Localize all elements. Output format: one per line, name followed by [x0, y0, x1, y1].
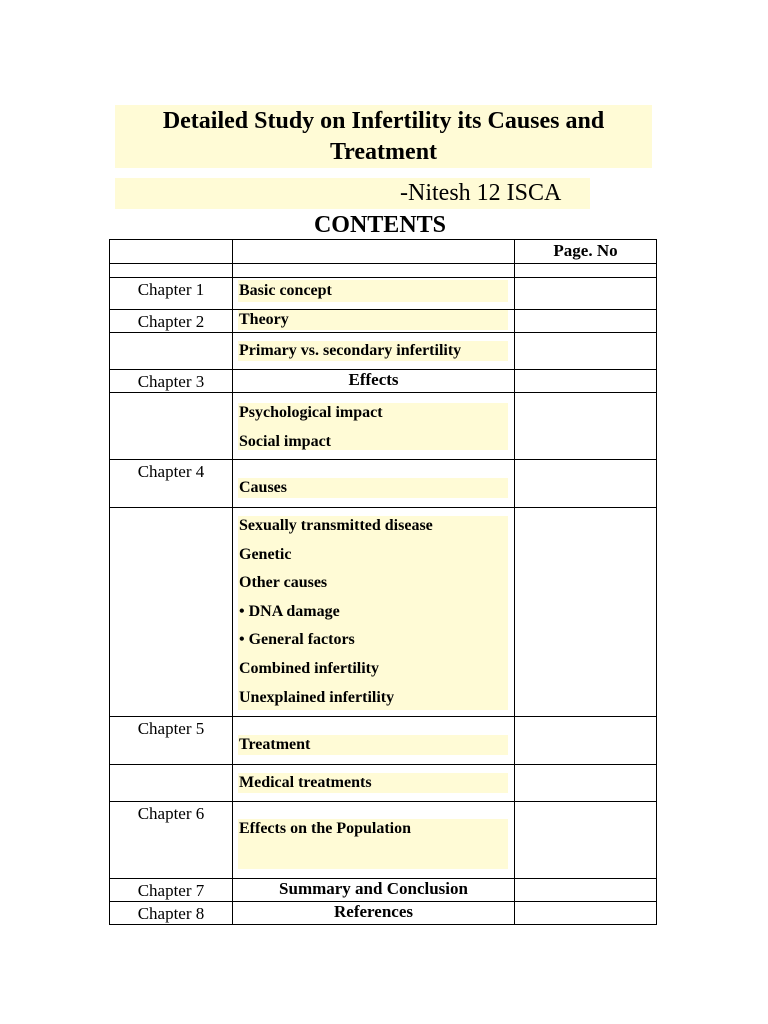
chapter-label: Chapter 1 — [110, 278, 233, 310]
toc-entry-cause[interactable]: Combined infertility — [239, 659, 379, 677]
effects-sublist — [238, 403, 508, 450]
toc-row-medical — [110, 765, 657, 802]
entry-cell — [233, 765, 515, 802]
entry-cell — [233, 370, 515, 393]
chapter-label-empty — [110, 765, 233, 802]
toc-row-chapter-6 — [110, 802, 657, 879]
page-cell — [515, 393, 657, 460]
header-row — [110, 240, 657, 264]
page-cell — [515, 370, 657, 393]
page-cell — [515, 278, 657, 310]
spacer-cell — [515, 264, 657, 278]
entry-cell — [233, 802, 515, 879]
page-cell — [515, 717, 657, 765]
contents-table — [109, 239, 657, 925]
toc-row-effects-sub — [110, 393, 657, 460]
toc-entry-effects-population[interactable]: Effects on the Population — [238, 819, 508, 869]
entry-cell — [233, 508, 515, 717]
toc-entry-basic-concept[interactable]: Basic concept — [238, 280, 508, 302]
toc-row-chapter-3 — [110, 370, 657, 393]
toc-entry-cause[interactable]: Other causes — [239, 574, 328, 592]
contents-heading: CONTENTS — [313, 212, 447, 238]
header-cell-chapter — [110, 240, 233, 264]
entry-cell — [233, 393, 515, 460]
header-cell-title — [233, 240, 515, 264]
page-number-header: Page. No — [515, 240, 657, 264]
toc-entry-summary[interactable]: Summary and Conclusion — [233, 879, 515, 902]
chapter-label: Chapter 8 — [110, 902, 233, 925]
toc-row-chapter-8 — [110, 902, 657, 925]
page-cell — [515, 333, 657, 370]
page-cell — [515, 802, 657, 879]
spacer-cell — [110, 264, 233, 278]
toc-entry-cause[interactable]: Sexually transmitted disease — [239, 517, 433, 534]
page-cell — [515, 460, 657, 508]
toc-entry-cause[interactable]: • DNA damage — [239, 602, 340, 620]
toc-entry-psychological[interactable]: Psychological impact — [239, 404, 383, 421]
chapter-label: Chapter 7 — [110, 879, 233, 902]
toc-entry-references[interactable]: References — [233, 902, 515, 925]
chapter-label: Chapter 2 — [110, 310, 233, 333]
toc-row-chapter-7 — [110, 879, 657, 902]
toc-entry-social[interactable]: Social impact — [239, 432, 331, 450]
toc-entry-cause[interactable]: Genetic — [239, 545, 292, 563]
document-title: Detailed Study on Infertility its Causes and Treatment — [162, 108, 605, 165]
chapter-label-empty — [110, 333, 233, 370]
toc-row-primary — [110, 333, 657, 370]
chapter-label-empty — [110, 508, 233, 717]
chapter-label: Chapter 5 — [110, 717, 233, 765]
entry-cell — [233, 460, 515, 508]
page-cell — [515, 879, 657, 902]
spacer-row — [110, 264, 657, 278]
toc-entry-cause[interactable]: Unexplained infertility — [239, 688, 395, 706]
page-cell — [515, 765, 657, 802]
entry-cell — [233, 310, 515, 333]
entry-cell — [233, 333, 515, 370]
chapter-label: Chapter 4 — [110, 460, 233, 508]
toc-row-chapter-5 — [110, 717, 657, 765]
chapter-label-empty — [110, 393, 233, 460]
toc-entry-theory[interactable]: Theory — [238, 310, 508, 330]
toc-entry-treatment[interactable]: Treatment — [238, 735, 508, 755]
entry-cell — [233, 717, 515, 765]
toc-row-causes-sub — [110, 508, 657, 717]
toc-row-chapter-2 — [110, 310, 657, 333]
page-cell — [515, 902, 657, 925]
toc-entry-effects[interactable]: Effects — [348, 370, 399, 389]
toc-row-chapter-4 — [110, 460, 657, 508]
toc-row-chapter-1 — [110, 278, 657, 310]
toc-entry-causes[interactable]: Causes — [238, 478, 508, 498]
page-cell — [515, 310, 657, 333]
toc-entry-cause[interactable]: • General factors — [239, 631, 355, 649]
author-line: -Nitesh 12 ISCA — [400, 180, 562, 206]
spacer-cell — [233, 264, 515, 278]
toc-entry-primary-vs-secondary[interactable]: Primary vs. secondary infertility — [238, 341, 508, 361]
entry-cell — [233, 278, 515, 310]
toc-entry-medical-treatments[interactable]: Medical treatments — [238, 773, 508, 793]
chapter-label: Chapter 3 — [110, 370, 233, 393]
causes-sublist — [238, 516, 508, 710]
page-cell — [515, 508, 657, 717]
chapter-label: Chapter 6 — [110, 802, 233, 879]
